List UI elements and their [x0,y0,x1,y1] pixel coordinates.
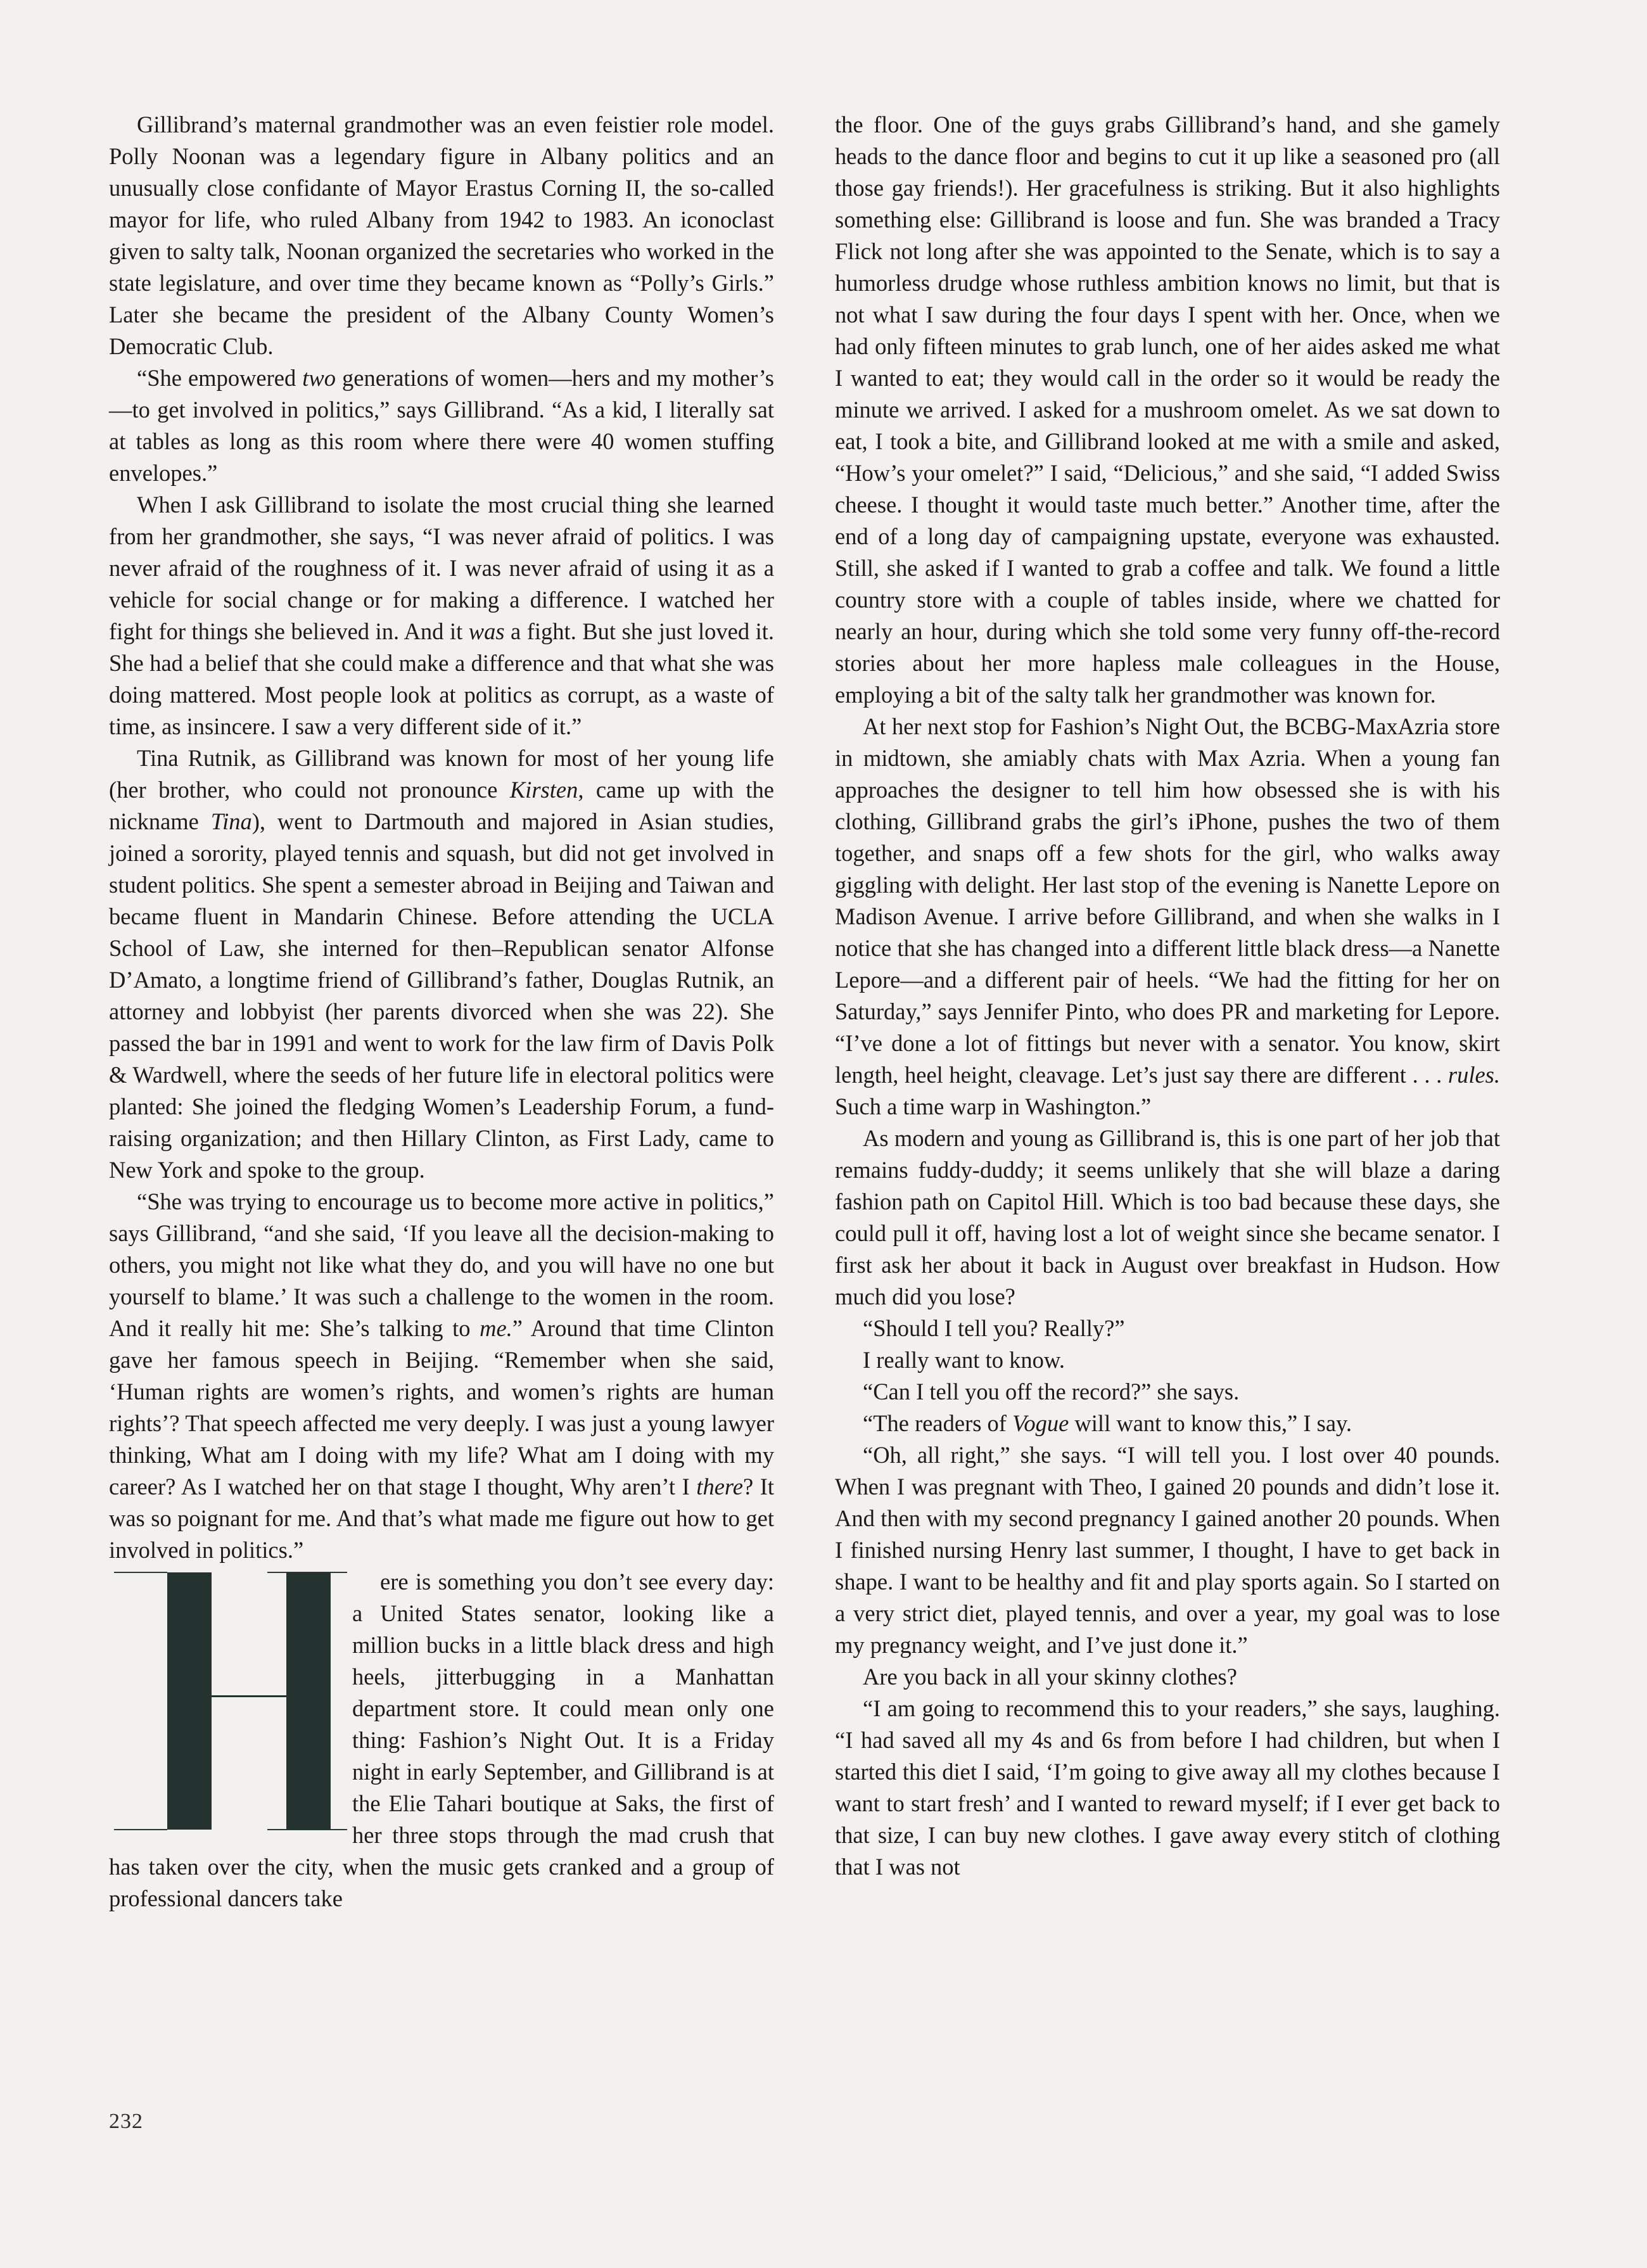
paragraph [835,1408,1500,1439]
paragraph-text: I really want to know. [863,1347,1065,1373]
italic-text: Vogue [1012,1410,1069,1436]
paragraph-text: “Oh, all right,” she says. “I will tell you. I lost over 40 pounds. When I was pregnant with Theo, I gained 20 pounds and didn’t lose it. And then with my second pregnancy I gained another 20 pounds. When I finished nursing Henry last summer, I thought, I have to get back in shape. I want to be healthy and fit and play sports again. So I started on a very strict diet, played tennis, and over a year, my goal was to lose my pregnancy weight, and I’ve just done it.” [835,1442,1500,1658]
paragraph-text: When I ask Gillibrand to isolate the most crucial thing she learned from her grandmother, she says, “I was never afraid of politics. I was never afraid of the roughness of it. I was never afraid of using it as a vehicle for social change or for making a difference. I watched her fight for things she believed in. And it [109,492,774,644]
paragraph [109,489,774,742]
italic-text: Kirsten, [509,777,584,803]
paragraph-text: will want to know this,” I say. [1069,1410,1352,1436]
paragraph [835,1123,1500,1313]
left-column [109,109,774,1914]
paragraph-text: At her next stop for Fashion’s Night Out, the BCBG-MaxAzria store in midtown, she amiably chats with Max Azria. When a young fan approaches the designer to tell him how obsessed she is with his clothing, Gillibrand grabs the girl’s iPhone, pushes the two of them together, and snaps off a few shots for the girl, who walks away giggling with delight. Her last stop of the evening is Nanette Lepore on Madison Avenue. I arrive before Gillibrand, and when she walks in I notice that she has changed into a different little black dress—a Nanette Lepore—and a different pair of heels. “We had the fitting for her on Saturday,” says Jennifer Pinto, who does PR and marketing for Lepore. “I’ve done a lot of fittings but never with a senator. You know, skirt length, heel height, cleavage. Let’s just say there are different . . . [835,713,1500,1088]
paragraph-text: “Can I tell you off the record?” she says. [863,1379,1240,1405]
paragraph-text: ere is something you don’t see every day: a United States senator, looking like a million bucks in a little black dress and high heels, jitterbugging in a Manhattan department store. It could mean only one thing: Fashion’s Night Out. It is a Friday night in early September, and Gillibrand is at the Elie Tahari boutique at Saks, the first of her three stops through the mad crush that has taken over the city, when the music gets cranked and a group of professional dancers take [109,1569,774,1911]
paragraph [835,1344,1500,1376]
paragraph-text: the floor. One of the guys grabs Gillibrand’s hand, and she gamely heads to the dance floor and begins to cut it up like a seasoned pro (all those gay friends!). Her gracefulness is striking. But it also highlights something else: Gillibrand is loose and fun. She was branded a Tracy Flick not long after she was appointed to the Senate, which is to say a humorless drudge whose ruthless ambition knows no limit, but that is not what I saw during the four days I spent with her. Once, when we had only fifteen minutes to grab lunch, one of her aides asked me what I wanted to eat; they would call in the order so it would be ready the minute we arrived. I asked for a mushroom omelet. As we sat down to eat, I took a bite, and Gillibrand looked at me with a smile and asked, “How’s your omelet?” I said, “Delicious,” and she said, “I added Swiss cheese. I thought it would taste much better.” Another time, after the end of a long day of campaigning upstate, everyone was exhausted. Still, she asked if I wanted to grab a coffee and talk. We found a little country store with a couple of tables inside, where we chatted for nearly an hour, during which she told some very funny off-the-record stories about her more hapless male colleagues in the House, employing a bit of the salty talk her grandmother was known for. [835,111,1500,708]
paragraph-text: Such a time warp in Washington.” [835,1093,1152,1119]
paragraph-text: came up with the nickname [109,777,774,834]
italic-text: was [468,618,505,644]
paragraph-text: generations of women—hers and my mother’s—to get involved in politics,” says Gillibrand. “As a kid, I literally sat at tables as long as this room where there were 40 women stuffing envelopes.” [109,365,774,486]
paragraph [109,1186,774,1566]
paragraph-text: “She empowered [137,365,303,391]
paragraph-text: ” Around that time Clinton gave her famous speech in Beijing. “Remember when she said, ‘Human rights are women’s rights, and women’s rights are human rights’? That speech affected me very deeply. I was just a young lawyer thinking, What am I doing with my life? What am I doing with my career? As I watched her on that stage I thought, Why aren’t I [109,1315,774,1500]
paragraph-text: Are you back in all your skinny clothes? [863,1664,1237,1690]
italic-text: rules. [1447,1062,1500,1088]
paragraph [835,1693,1500,1883]
drop-cap [109,1569,347,1842]
paragraph-text: “The readers of [863,1410,1013,1436]
paragraph [835,1661,1500,1693]
paragraph-text: a fight. But she just loved it. She had a belief that she could make a difference and that what she was doing mattered. Most people look at politics as corrupt, as a waste of time, as insincere. I saw a very different side of it.” [109,618,774,739]
italic-text: there [696,1474,743,1500]
paragraph-text: Tina Rutnik, as Gillibrand was known for most of her young life (her brother, who could not pronounce [109,745,774,803]
paragraph [835,1376,1500,1408]
italic-text: Tina [210,808,252,834]
paragraph [109,742,774,1186]
drop-cap-glyph [109,1569,347,1842]
right-column [835,109,1500,1883]
paragraph [835,711,1500,1123]
paragraph [835,1313,1500,1344]
italic-text: me. [480,1315,512,1341]
italic-text: two [302,365,336,391]
paragraph-text: “She was trying to encourage us to become more active in politics,” says Gillibrand, “and she said, ‘If you leave all the decision-making to others, you might not like what they do, and you will have no one but yourself to blame.’ It was such a challenge to the women in the room. And it really hit me: She’s talking to [109,1188,774,1341]
page-number: 232 [109,2110,143,2133]
paragraph-text: As modern and young as Gillibrand is, this is one part of her job that remains fuddy-duddy; it seems unlikely that she will blaze a daring fashion path on Capitol Hill. Which is too bad because these days, she could pull it off, having lost a lot of weight since she became senator. I first ask her about it back in August over breakfast in Hudson. How much did you lose? [835,1125,1500,1309]
paragraph [835,109,1500,711]
paragraph-text: “I am going to recommend this to your readers,” she says, laughing. “I had saved all my 4s and 6s from before I had children, but when I started this diet I said, ‘I’m going to give away all my clothes because I want to start fresh’ and I wanted to reward myself; if I ever get back to that size, I can buy new clothes. I gave away every stitch of clothing that I was not [835,1695,1500,1880]
dropcap-paragraph [109,1566,774,1914]
paragraph-text: “Should I tell you? Really?” [863,1315,1125,1341]
paragraph-text: ), went to Dartmouth and majored in Asian studies, joined a sorority, played tennis and squash, but did not get involved in student politics. She spent a semester abroad in Beijing and Taiwan and became fluent in Mandarin Chinese. Before attending the UCLA School of Law, she interned for then–Republican senator Alfonse D’Amato, a longtime friend of Gillibrand’s father, Douglas Rutnik, an attorney and lobbyist (her parents divorced when she was 22). She passed the bar in 1991 and went to work for the law firm of Davis Polk & Wardwell, where the seeds of her future life in electoral politics were planted: She joined the fledging Women’s Leadership Forum, a fund-raising organization; and then Hillary Clinton, as First Lady, came to New York and spoke to the group. [109,808,774,1183]
paragraph [109,362,774,489]
paragraph [109,109,774,362]
paragraph [835,1439,1500,1661]
paragraph-text: Gillibrand’s maternal grandmother was an even feistier role model. Polly Noonan was a legendary figure in Albany politics and an unusually close confidante of Mayor Erastus Corning II, the so-called mayor for life, who ruled Albany from 1942 to 1983. An iconoclast given to salty talk, Noonan organized the secretaries who worked in the state legislature, and over time they became known as “Polly’s Girls.” Later she became the president of the Albany County Women’s Democratic Club. [109,111,774,359]
paragraph-text: ? It was so poignant for me. And that’s what made me figure out how to get involved in politics.” [109,1474,774,1563]
